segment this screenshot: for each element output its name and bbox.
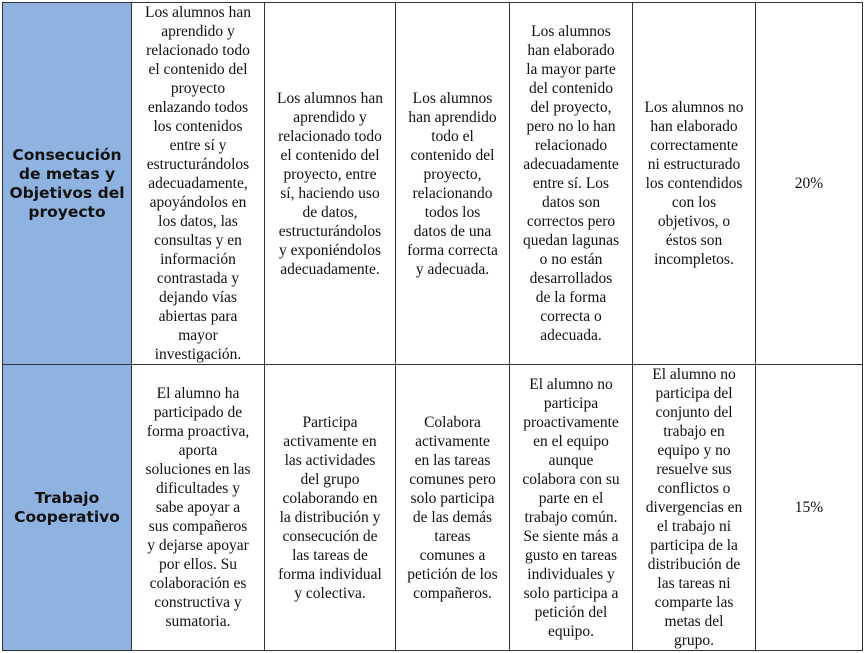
level-text: Los alumnos no han elaborado correctamente ni estructurado los contendidos con los objetivos, o éstos son incompletos. — [644, 99, 744, 268]
level-cell — [510, 365, 633, 651]
level-text: El alumno ha participado de forma proactiva, aporta soluciones en las dificultades y sabe apoyar a sus compañeros y dejarse apoyar por ellos. Su colaboración es constructiva y sumatoria. — [145, 385, 251, 630]
level-cell — [633, 365, 756, 651]
weight-cell — [756, 365, 863, 651]
weight-value: 15% — [794, 499, 824, 516]
criterion-cell — [3, 365, 132, 651]
level-text: Colabora activamente en las tareas comunes pero solo participa de las demás tareas comunes a petición de los compañeros. — [407, 413, 498, 602]
weight-cell — [756, 3, 863, 365]
level-cell — [265, 3, 396, 365]
level-cell — [396, 3, 510, 365]
level-cell — [265, 365, 396, 651]
level-cell — [132, 3, 265, 365]
level-text: Los alumnos han aprendido y relacionado todo el contenido del proyecto enlazando todos los contenidos entre sí y estructurándolos adecuadamente, apoyándolos en los datos, las consultas y en información contrastada y dejando vías abiertas para mayor investigación. — [145, 4, 251, 363]
level-text: El alumno no participa proactivamente en el equipo aunque colabora con su parte en el trabajo común. Se siente más a gusto en tareas individuales y solo participa a petición del equipo. — [522, 375, 620, 640]
level-text: Participa activamente en las actividades del grupo colaborando en la distribución y consecución de las tareas de forma individual y colectiva. — [278, 413, 382, 602]
weight-value: 20% — [794, 175, 824, 192]
level-cell — [633, 3, 756, 365]
criterion-label: Trabajo Cooperativo — [14, 488, 120, 526]
level-cell — [396, 365, 510, 651]
level-cell — [510, 3, 633, 365]
level-text: Los alumnos han aprendido y relacionado todo el contenido del proyecto, entre sí, haciendo uso de datos, estructurándolos y exponiéndolos adecuadamente. — [277, 89, 383, 278]
level-text: Los alumnos han elaborado la mayor parte del contenido del proyecto, pero no lo han relacionado adecuadamente entre sí. Los datos son correctos pero quedan lagunas o no están desarrollados de la forma correcta o adecuada. — [523, 23, 619, 344]
level-text: El alumno no participa del conjunto del trabajo en equipo y no resuelve sus conflictos o divergencias en el trabajo ni participa de la distribución de las tareas ni comparte las metas del grupo. — [645, 366, 743, 649]
level-cell — [132, 365, 265, 651]
table-row — [3, 3, 863, 365]
criterion-cell — [3, 3, 132, 365]
criterion-label: Consecución de metas y Objetivos del proyecto — [9, 145, 125, 221]
level-text: Los alumnos han aprendido todo el contenido del proyecto, relacionando todos los datos de una forma correcta y adecuada. — [407, 89, 498, 278]
rubric-table — [2, 2, 863, 651]
table-row — [3, 365, 863, 651]
